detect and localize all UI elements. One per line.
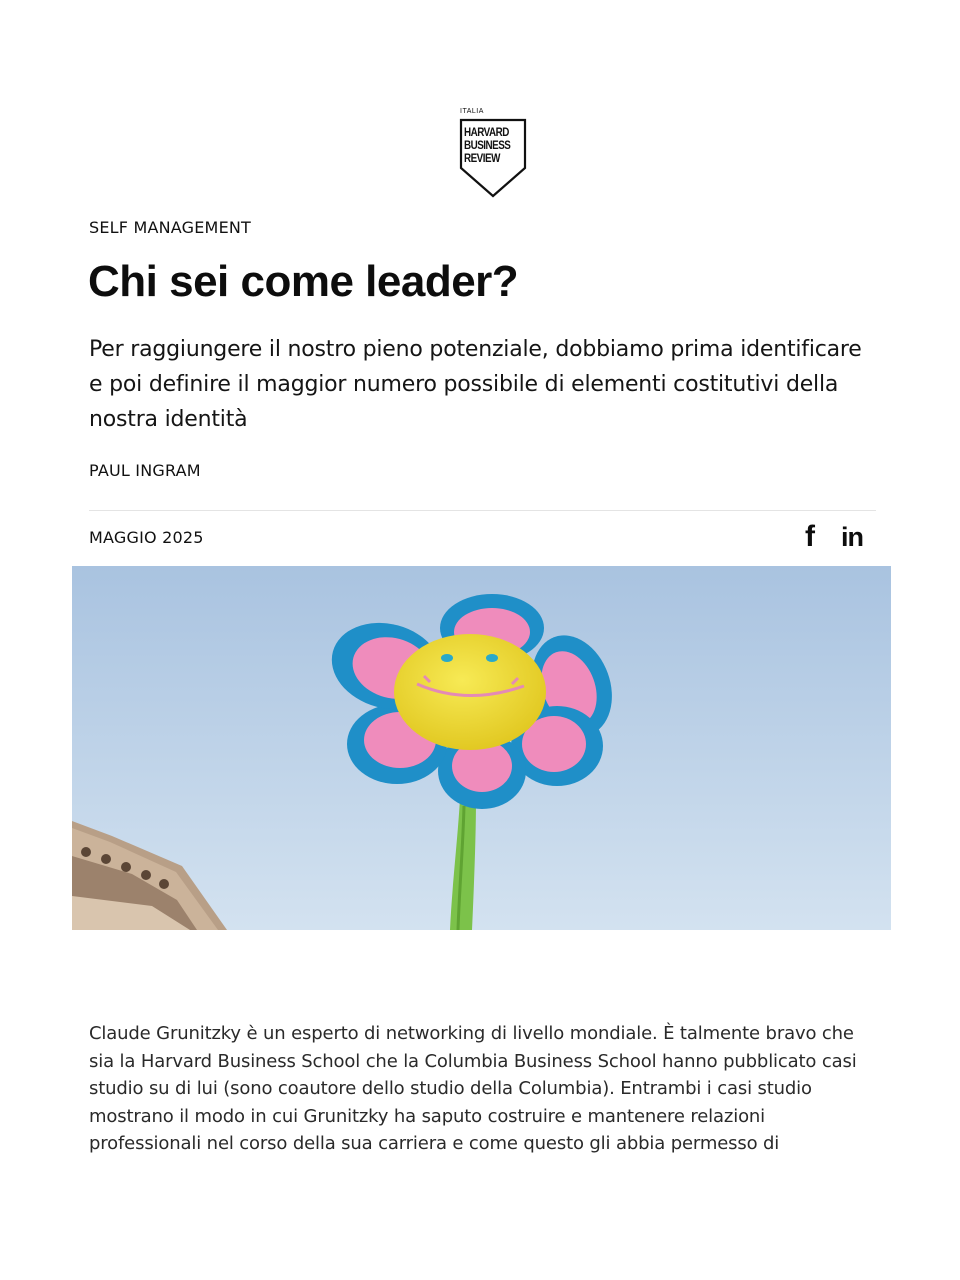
linkedin-share-icon[interactable]: in <box>841 522 863 552</box>
flower-illustration <box>72 566 891 930</box>
article-body: Claude Grunitzky è un esperto di networking di livello mondiale. È talmente bravo che sia la Harvard Business School che la Columbia Business School hanno pubblicato casi studio su di lui (sono coautore dello studio della Columbia). Entrambi i casi studio mostrano il modo in cui Grunitzky ha saputo costruire e mantenere relazioni professionali nel corso della sua carriera e come questo gli abbia permesso di <box>89 1023 857 1154</box>
logo-line: BUSINESS <box>464 138 511 152</box>
logo-wordmark <box>464 126 512 165</box>
hero-image <box>72 566 891 930</box>
divider <box>89 510 876 511</box>
hbr-italia-logo[interactable] <box>459 108 529 200</box>
logo-line: HARVARD <box>464 125 509 139</box>
logo-country: ITALIA <box>460 108 484 115</box>
article-title: Chi sei come leader? <box>88 257 519 306</box>
facebook-share-icon[interactable]: f <box>805 520 815 553</box>
logo-line: REVIEW <box>464 151 500 165</box>
article-author[interactable]: PAUL INGRAM <box>89 461 201 480</box>
smiley-face <box>394 634 546 750</box>
article-dek: Per raggiungere il nostro pieno potenziale, dobbiamo prima identificare e poi definire il maggior numero possibile di elementi costitutivi della nostra identità <box>89 337 862 432</box>
article-category[interactable]: SELF MANAGEMENT <box>89 218 252 237</box>
article-date: MAGGIO 2025 <box>89 528 204 547</box>
